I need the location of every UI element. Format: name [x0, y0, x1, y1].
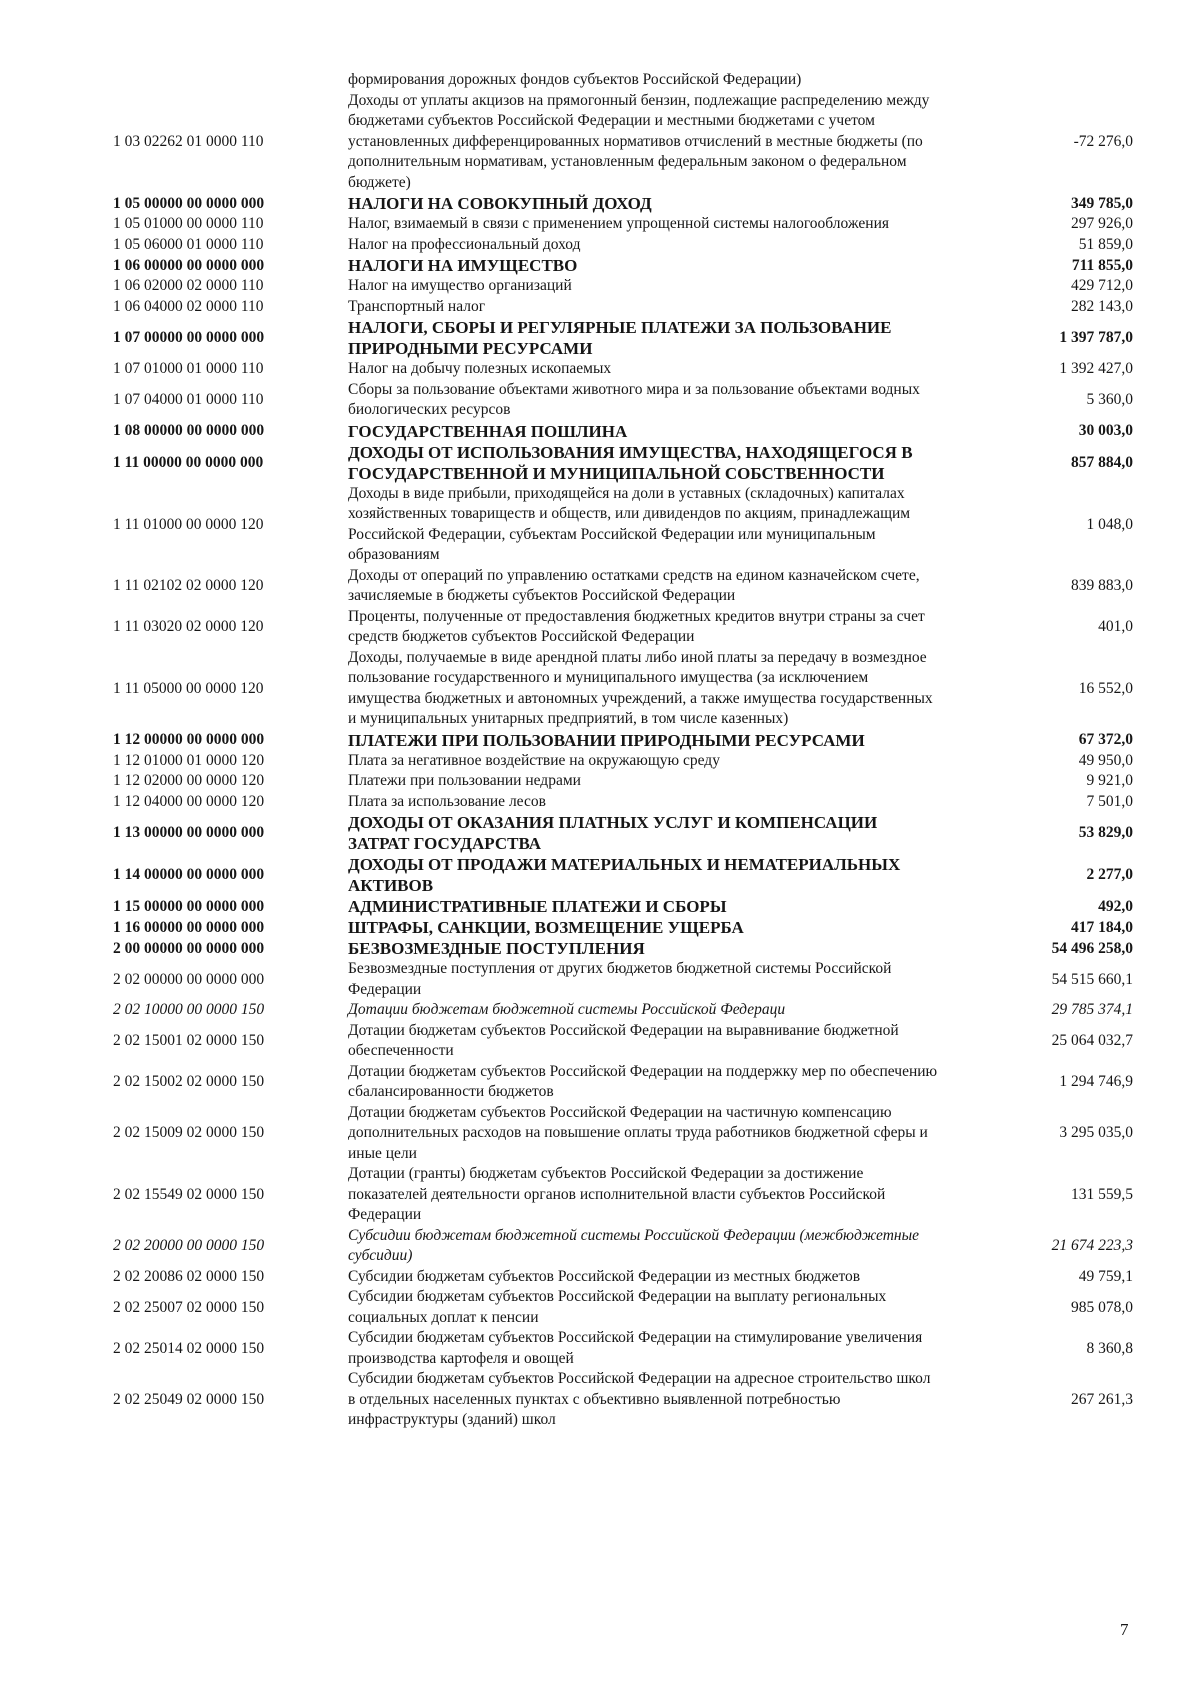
budget-code: 2 02 15549 02 0000 150 [113, 1185, 265, 1203]
table-row [0, 276, 1200, 297]
table-row [0, 771, 1200, 792]
table-row [0, 91, 1200, 194]
table-row [0, 235, 1200, 256]
table-row [0, 193, 1200, 214]
table-row [0, 442, 1200, 484]
revenue-name: формирования дорожных фондов субъектов Российской Федерации) [348, 71, 802, 88]
page-number: 7 [1120, 1620, 1129, 1639]
amount-value: 417 184,0 [1071, 918, 1133, 936]
budget-code: 1 07 00000 00 0000 000 [113, 329, 265, 346]
table-row [0, 1062, 1200, 1103]
budget-code: 2 02 20086 02 0000 150 [113, 1267, 265, 1285]
budget-code: 1 16 00000 00 0000 000 [113, 918, 265, 936]
amount-value: 51 859,0 [1078, 235, 1133, 253]
amount-value: 29 785 374,1 [1051, 1001, 1133, 1019]
amount-value: 3 295 035,0 [1059, 1124, 1133, 1142]
amount-value: 985 078,0 [1071, 1298, 1133, 1316]
budget-code: 1 07 04000 01 0000 110 [113, 391, 264, 408]
table-row [0, 1000, 1200, 1021]
revenue-name: ШТРАФЫ, САНКЦИИ, ВОЗМЕЩЕНИЕ УЩЕРБА [348, 918, 744, 937]
budget-revenue-table [0, 70, 1200, 1431]
revenue-name: ПЛАТЕЖИ ПРИ ПОЛЬЗОВАНИИ ПРИРОДНЫМИ РЕСУРСАМИ [348, 730, 865, 750]
revenue-name: Плата за использование лесов [348, 792, 546, 810]
table-row [0, 421, 1200, 442]
table-row [0, 484, 1200, 566]
table-row [0, 255, 1200, 276]
budget-code: 1 11 00000 00 0000 000 [113, 453, 264, 471]
revenue-name: НАЛОГИ НА СОВОКУПНЫЙ ДОХОД [348, 194, 652, 213]
amount-value: 25 064 032,7 [1051, 1032, 1133, 1049]
revenue-name: Налог на имущество организаций [348, 277, 572, 294]
revenue-name: Дотации бюджетам субъектов Российской Федерации на поддержку мер по обеспечению сбалансированности бюджетов [348, 1062, 938, 1100]
amount-value: 1 048,0 [1086, 515, 1133, 533]
budget-code: 1 13 00000 00 0000 000 [113, 824, 265, 841]
budget-code: 1 11 05000 00 0000 120 [113, 679, 264, 697]
table-row [0, 380, 1200, 421]
revenue-name: БЕЗВОЗМЕЗДНЫЕ ПОСТУПЛЕНИЯ [348, 939, 645, 958]
amount-value: 67 372,0 [1078, 731, 1133, 748]
revenue-name: Налог на профессиональный доход [348, 235, 581, 253]
revenue-name: Транспортный налог [348, 297, 486, 315]
revenue-name: Дотации бюджетам субъектов Российской Федерации на частичную компенсацию дополнительных расходов на повышение оплаты труда работников бюджетной сферы и иные цели [348, 1103, 928, 1162]
budget-code: 1 12 00000 00 0000 000 [113, 731, 265, 748]
table-row [0, 1164, 1200, 1226]
revenue-name: Плата за негативное воздействие на окружающую среду [348, 751, 720, 769]
revenue-name: Налог, взимаемый в связи с применением упрощенной системы налогообложения [348, 215, 890, 232]
table-row [0, 751, 1200, 772]
table-row [0, 812, 1200, 854]
table-row [0, 896, 1200, 917]
budget-code: 2 02 15001 02 0000 150 [113, 1032, 265, 1049]
amount-value: 857 884,0 [1071, 453, 1133, 471]
revenue-name: Доходы от уплаты акцизов на прямогонный бензин, подлежащие распределению между бюджетами субъектов Российской Федерации и местными бюджетами с учетом установленных дифференцированных нормативов отчислений в местные бюджеты (по дополнительным нормативам, установленным федеральным законом о федеральном бюджете) [348, 91, 930, 191]
amount-value: 297 926,0 [1071, 215, 1133, 233]
amount-value: 49 759,1 [1078, 1267, 1133, 1285]
amount-value: 429 712,0 [1071, 277, 1133, 295]
amount-value: 349 785,0 [1071, 194, 1133, 212]
amount-value: 1 392 427,0 [1059, 360, 1133, 378]
table-row [0, 566, 1200, 607]
budget-code: 1 05 00000 00 0000 000 [113, 194, 265, 212]
budget-code: 1 14 00000 00 0000 000 [113, 866, 265, 883]
budget-code: 1 06 00000 00 0000 000 [113, 256, 265, 274]
table-row [0, 648, 1200, 730]
revenue-name: Налог на добычу полезных ископаемых [348, 360, 612, 377]
budget-code: 1 05 06000 01 0000 110 [113, 235, 264, 253]
table-row [0, 792, 1200, 813]
amount-value: 1 294 746,9 [1059, 1073, 1133, 1090]
table-row [0, 607, 1200, 648]
revenue-name: Дотации (гранты) бюджетам субъектов Российской Федерации за достижение показателей деятельности органов исполнительной власти субъектов Российской Федерации [348, 1165, 886, 1223]
budget-code: 1 11 03020 02 0000 120 [113, 618, 264, 635]
table-row [0, 1287, 1200, 1328]
budget-code: 2 02 25007 02 0000 150 [113, 1298, 265, 1316]
amount-value: 54 496 258,0 [1051, 939, 1133, 957]
amount-value: 49 950,0 [1078, 751, 1133, 769]
revenue-name: ДОХОДЫ ОТ ПРОДАЖИ МАТЕРИАЛЬНЫХ И НЕМАТЕРИАЛЬНЫХ АКТИВОВ [348, 855, 901, 895]
table-row [0, 1226, 1200, 1267]
amount-value: 7 501,0 [1086, 792, 1133, 810]
revenue-name: Проценты, полученные от предоставления бюджетных кредитов внутри страны за счет средств бюджетов субъектов Российской Федерации [348, 607, 925, 645]
budget-code: 2 02 15002 02 0000 150 [113, 1073, 265, 1090]
budget-code: 2 02 20000 00 0000 150 [113, 1237, 265, 1254]
revenue-name: Субсидии бюджетам субъектов Российской Федерации на адресное строительство школ в отдельных населенных пунктах с объективно выявленной потребностью инфраструктуры (зданий) школ [348, 1370, 931, 1428]
table-row [0, 1369, 1200, 1431]
budget-code: 2 00 00000 00 0000 000 [113, 939, 265, 957]
amount-value: 30 003,0 [1078, 422, 1133, 439]
table-row [0, 938, 1200, 959]
revenue-name: АДМИНИСТРАТИВНЫЕ ПЛАТЕЖИ И СБОРЫ [348, 897, 727, 916]
revenue-name: Дотации бюджетам бюджетной системы Российской Федераци [348, 1001, 786, 1018]
amount-value: 16 552,0 [1078, 679, 1133, 697]
amount-value: 54 515 660,1 [1051, 970, 1133, 988]
revenue-name: Субсидии бюджетам субъектов Российской Федерации из местных бюджетов [348, 1267, 861, 1285]
amount-value: 492,0 [1098, 897, 1133, 915]
amount-value: 267 261,3 [1071, 1390, 1133, 1408]
table-row [0, 917, 1200, 938]
budget-code: 1 06 04000 02 0000 110 [113, 297, 264, 315]
budget-code: 1 12 04000 00 0000 120 [113, 792, 265, 810]
amount-value: 2 277,0 [1086, 866, 1133, 883]
amount-value: 282 143,0 [1071, 297, 1133, 315]
revenue-name: Субсидии бюджетам бюджетной системы Российской Федерации (межбюджетные субсидии) [348, 1226, 919, 1264]
budget-code: 2 02 10000 00 0000 150 [113, 1001, 265, 1019]
amount-value: 401,0 [1098, 618, 1133, 635]
budget-code: 1 05 01000 00 0000 110 [113, 215, 264, 233]
revenue-name: Дотации бюджетам субъектов Российской Федерации на выравнивание бюджетной обеспеченности [348, 1021, 899, 1059]
amount-value: 839 883,0 [1071, 577, 1133, 594]
table-row [0, 1328, 1200, 1369]
table-row [0, 70, 1200, 91]
table-row [0, 214, 1200, 235]
revenue-name: Безвозмездные поступления от других бюджетов бюджетной системы Российской Федерации [348, 960, 892, 998]
amount-value: 53 829,0 [1078, 824, 1133, 841]
amount-value: 5 360,0 [1086, 391, 1133, 408]
table-row [0, 359, 1200, 380]
budget-code: 2 02 25014 02 0000 150 [113, 1339, 265, 1357]
revenue-name: Платежи при пользовании недрами [348, 772, 581, 789]
table-row [0, 297, 1200, 318]
table-row [0, 854, 1200, 896]
budget-code: 1 06 02000 02 0000 110 [113, 277, 264, 295]
budget-code: 1 12 02000 00 0000 120 [113, 772, 265, 790]
budget-code: 2 02 15009 02 0000 150 [113, 1124, 265, 1142]
amount-value: 131 559,5 [1071, 1185, 1133, 1203]
budget-code: 1 12 01000 01 0000 120 [113, 751, 265, 769]
table-row [0, 1021, 1200, 1062]
revenue-name: НАЛОГИ НА ИМУЩЕСТВО [348, 256, 578, 275]
revenue-name: ДОХОДЫ ОТ ИСПОЛЬЗОВАНИЯ ИМУЩЕСТВА, НАХОДЯЩЕГОСЯ В ГОСУДАРСТВЕННОЙ И МУНИЦИПАЛЬНОЙ СОБСТВЕННОСТИ [348, 442, 913, 483]
revenue-name: ГОСУДАРСТВЕННАЯ ПОШЛИНА [348, 421, 628, 441]
budget-code: 1 11 01000 00 0000 120 [113, 515, 264, 533]
amount-value: 8 360,8 [1086, 1339, 1133, 1357]
budget-code: 2 02 25049 02 0000 150 [113, 1390, 265, 1408]
table-row [0, 1267, 1200, 1288]
table-row [0, 1103, 1200, 1165]
table-row [0, 959, 1200, 1000]
amount-value: 9 921,0 [1086, 772, 1133, 790]
revenue-name: Доходы в виде прибыли, приходящейся на доли в уставных (складочных) капиталах хозяйственных товариществ и обществ, или дивидендов по акциям, принадлежащим Российской Федерации, субъектам Российской Федерации или муниципальным образованиям [348, 484, 911, 563]
revenue-name: НАЛОГИ, СБОРЫ И РЕГУЛЯРНЫЕ ПЛАТЕЖИ ЗА ПОЛЬЗОВАНИЕ ПРИРОДНЫМИ РЕСУРСАМИ [348, 318, 892, 358]
revenue-name: Сборы за пользование объектами животного мира и за пользование объектами водных биологических ресурсов [348, 380, 920, 418]
budget-code: 1 15 00000 00 0000 000 [113, 897, 265, 915]
revenue-name: Доходы от операций по управлению остатками средств на едином казначейском счете, зачисляемые в бюджеты субъектов Российской Федерации [348, 566, 920, 604]
revenue-name: Доходы, получаемые в виде арендной платы либо иной платы за передачу в возмездное пользование государственного и муниципального имущества (за исключением имущества бюджетных и автономных учреждений, а также имущества государственных и муниципальных унитарных предприятий, в том числе казенных) [348, 648, 933, 727]
budget-code: 1 11 02102 02 0000 120 [113, 577, 264, 594]
revenue-name: Субсидии бюджетам субъектов Российской Федерации на выплату региональных социальных доплат к пенсии [348, 1288, 887, 1326]
revenue-name: Субсидии бюджетам субъектов Российской Федерации на стимулирование увеличения производства картофеля и овощей [348, 1329, 923, 1367]
budget-code: 1 03 02262 01 0000 110 [113, 132, 264, 150]
amount-value: 21 674 223,3 [1051, 1237, 1133, 1254]
amount-value: 1 397 787,0 [1059, 329, 1133, 346]
amount-value: 711 855,0 [1071, 256, 1133, 274]
budget-code: 1 07 01000 01 0000 110 [113, 360, 264, 378]
table-row [0, 317, 1200, 359]
revenue-name: ДОХОДЫ ОТ ОКАЗАНИЯ ПЛАТНЫХ УСЛУГ И КОМПЕНСАЦИИ ЗАТРАТ ГОСУДАРСТВА [348, 813, 878, 853]
budget-code: 1 08 00000 00 0000 000 [113, 422, 265, 439]
amount-value: -72 276,0 [1073, 132, 1133, 150]
table-row [0, 730, 1200, 751]
budget-code: 2 02 00000 00 0000 000 [113, 970, 265, 988]
